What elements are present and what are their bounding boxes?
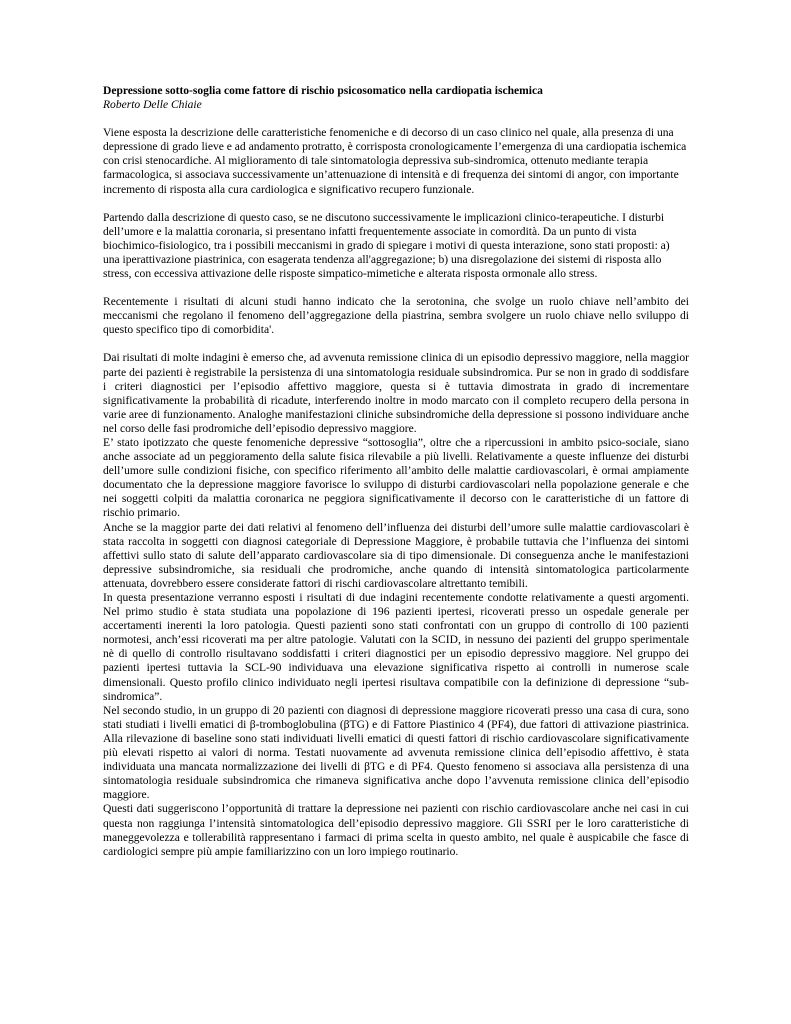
paragraph-dimensional-influence: Anche se la maggior parte dei dati relativi al fenomeno dell’influenza dei disturbi dell’umore sulle malattie cardiovascolari è stata raccolta in soggetti con diagnosi categoriale di Depressione Maggiore, è probabile tuttavia che l’influenza dei sintomi affettivi sullo stato di salute dell’apparato cardiovascolare sia di tipo dimensionale. Di conseguenza anche le manifestazioni depressive subsindromiche, sia residuali che prodromiche, anche quando di intensità sintomatologica particolarmente attenuata, dovrebbero essere considerate fattori di rischi cardiovascolare altrettanto temibili. [103, 521, 689, 590]
paragraph-subthreshold: E’ stato ipotizzato che queste fenomeniche depressive “sottosoglia”, oltre che a ripercussioni in ambito psico-sociale, siano anche associate ad un peggioramento della salute fisica rilevabile a più livelli. Relativamente a queste influenze dei disturbi dell’umore sulle condizioni fisiche, con specifico riferimento all’ambito delle malattie cardiovascolari, è ormai ampiamente documentato che la depressione maggiore favorisce lo sviluppo di disturbi cardiovascolari nella popolazione generale e che nei soggetti colpiti da malattia coronarica ne peggiora significativamente il decorso con le caratteristiche di un fattore di rischio primario. [103, 436, 689, 520]
paragraph-case-description: Viene esposta la descrizione delle caratteristiche fenomeniche e di decorso di un caso clinico nel quale, alla presenza di una depressione di grado lieve e ad andamento protratto, è corrisposta cronologicamente l’emergenza di una cardiopatia ischemica con crisi stenocardiche. Al miglioramento di tale sintomatologia depressiva sub-sindromica, ottenuto mediante terapia farmacologica, si associava successivamente un’attenuazione di intensità e di frequenza dei sintomi di angor, con importante incremento di risposta alla cura cardiologica e significativo recupero funzionale. [103, 127, 687, 196]
document-body [103, 84, 689, 859]
document-title: Depressione sotto-soglia come fattore di rischio psicosomatico nella cardiopatia ischemica [103, 85, 543, 97]
paragraph-first-study: In questa presentazione verranno esposti i risultati di due indagini recentemente condotte relativamente a questi argomenti. Nel primo studio è stata studiata una popolazione di 196 pazienti ipertesi, ricoverati presso un ospedale generale per accertamenti inerenti la loro patologia. Questi pazienti sono stati confrontati con un gruppo di controllo di 100 pazienti normotesi, anch’essi ricoverati ma per altre patologie. Valutati con la SCID, in nessuno dei pazienti del gruppo sperimentale nè di quello di controllo risultavano soddisfatti i criteri diagnostici per un episodio depressivo maggiore. Nel gruppo dei pazienti ipertesi tuttavia la SCL-90 individuava una elevazione significativa rispetto ai controlli in numerose scale dimensionali. Questo profilo clinico individuato negli ipertesi risultava compatibile con la definizione di depressione “sub-sindromica”. [103, 592, 689, 703]
paragraph-clinical-implications: Partendo dalla descrizione di questo caso, se ne discutono successivamente le implicazioni clinico-terapeutiche. I disturbi dell’umore e la malattia coronaria, si presentano infatti frequentemente associate in comordità. Da un punto di vista biochimico-fisiologico, tra i possibili meccanismi in grado di spiegare i motivi di questa interazione, sono stati proposti: a) una iperattivazione piastrinica, con esagerata tendenza all'aggregazione; b) una disregolazione dei sistemi di risposta allo stress, con eccessiva attivazione delle risposte simpatico-mimetiche e alterata risposta ormonale allo stress. [103, 211, 670, 281]
paragraph-conclusion: Questi dati suggeriscono l’opportunità di trattare la depressione nei pazienti con rischio cardiovascolare anche nei casi in cui questa non raggiunga l’intensità sintomatologica dell’episodio depressivo maggiore. Gli SSRI per le loro caratteristiche di maneggevolezza e tollerabilità rappresentano i farmaci di prima scelta in questo ambito, nel quale è auspicabile che fasce di cardiologici sempre più ampie familiarizzino con un loro impiego routinario. [103, 803, 689, 858]
document-author: Roberto Delle Chiaie [103, 99, 202, 112]
paragraph-residual-symptoms: Dai risultati di molte indagini è emerso che, ad avvenuta remissione clinica di un episodio depressivo maggiore, nella maggior parte dei pazienti è registrabile la persistenza di una sintomatologia residuale subsindromica. Pur se non in grado di soddisfare i criteri diagnostici per l’episodio affettivo maggiore, questa si è tuttavia dimostrata in grado di incrementare significativamente la probabilità di ricadute, interferendo inoltre in modo marcato con il completo recupero della persona in varie aree di funzionamento. Analoghe manifestazioni cliniche subsindromiche della depressione si possono individuare anche nel corso delle fasi prodromiche dell’episodio depressivo maggiore. [103, 352, 689, 435]
paragraph-second-study: Nel secondo studio, in un gruppo di 20 pazienti con diagnosi di depressione maggiore ricoverati presso una casa di cura, sono stati studiati i livelli ematici di β-tromboglobulina (βTG) e di Fattore Piastinico 4 (PF4), due fattori di attivazione piastrinica. Alla rilevazione di baseline sono stati individuati livelli ematici di questi fattori di rischio cardiovascolare significativamente più elevati rispetto ai valori di norma. Testati nuovamente ad avvenuta remissione clinica dell’episodio affettivo, è stata individuata una mancata normalizzazione dei livelli di βTG e di PF4. Questo fenomeno si associava alla persistenza di una sintomatologia residuale subsindromica che rimaneva significativa anche dopo l’avvenuta remissione clinica dell’episodio maggiore. [103, 704, 689, 802]
paragraph-serotonin: Recentemente i risultati di alcuni studi hanno indicato che la serotonina, che svolge un ruolo chiave nell’ambito dei meccanismi che regolano il fenomeno dell’aggregazione della piastrina, sembra svolgere un ruolo chiave nello sviluppo di questo specifico tipo di comorbidita'. [103, 296, 689, 337]
